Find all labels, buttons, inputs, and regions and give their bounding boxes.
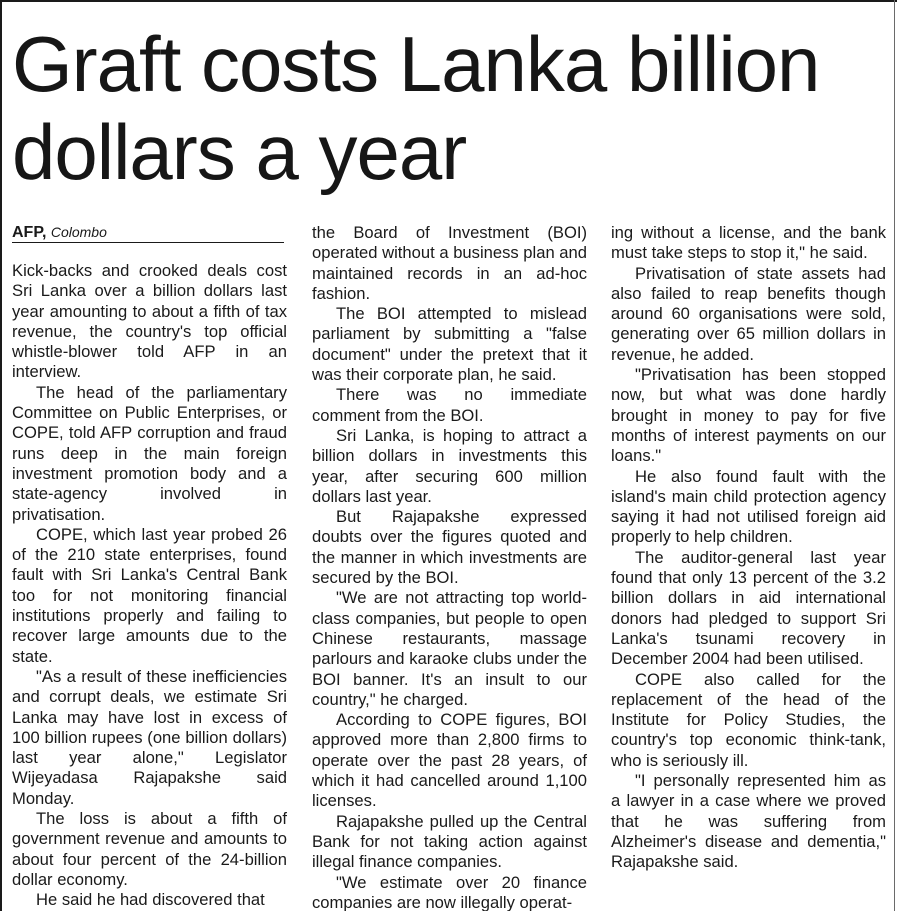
paragraph: The BOI attempted to mislead parliament by submitting a "false document" under the pretext that it was their corporate plan, he said. xyxy=(312,304,587,385)
paragraph: "We are not attracting top world-class companies, but people to open Chinese restaurants, massage parlours and karaoke clubs under the BOI banner. It's an insult to our country," he charged. xyxy=(312,588,587,709)
byline xyxy=(12,218,287,251)
paragraph: "We estimate over 20 finance companies are now illegally operat- xyxy=(312,872,587,911)
article-column-2 xyxy=(312,223,587,911)
right-border-rule xyxy=(894,0,895,911)
paragraph: The loss is about a fifth of government revenue and amounts to about four percent of the 24-billion dollar economy. xyxy=(12,809,287,889)
paragraph: the Board of Investment (BOI) operated without a business plan and maintained records in an ad-hoc fashion. xyxy=(312,223,587,303)
paragraph: COPE, which last year probed 26 of the 210 state enterprises, found fault with Sri Lanka's Central Bank too for not monitoring financial institutions properly and failing to recover large amounts due to the state. xyxy=(12,524,287,666)
paragraph: The auditor-general last year found that only 13 percent of the 3.2 billion dollars in aid international donors had pledged to support Sri Lanka's tsunami recovery in December 2004 had been utilised. xyxy=(611,547,886,669)
paragraph: There was no immediate comment from the BOI. xyxy=(312,385,587,425)
byline-source: AFP, xyxy=(12,224,47,241)
paragraph: Rajapakshe pulled up the Central Bank for not taking action against illegal finance companies. xyxy=(312,811,587,872)
paragraph: "I personally represented him as a lawyer in a case where we proved that he was suffering from Alzheimer's disease and dementia," Rajapakshe said. xyxy=(611,771,886,872)
article-column-1 xyxy=(12,218,287,911)
paragraph: The head of the parliamentary Committee on Public Enterprises, or COPE, told AFP corruption and fraud runs deep in the main foreign investment promotion body and a state-agency involved in privatisation. xyxy=(12,382,287,524)
paragraph: But Rajapakshe expressed doubts over the figures quoted and the manner in which investments are secured by the BOI. xyxy=(312,507,587,588)
paragraph: Kick-backs and crooked deals cost Sri Lanka over a billion dollars last year amounting to about a fifth of tax revenue, the country's top official whistle-blower told AFP in an interview. xyxy=(12,261,287,382)
paragraph: Sri Lanka, is hoping to attract a billion dollars in investments this year, after securing 600 million dollars last year. xyxy=(312,425,587,506)
paragraph: "Privatisation has been stopped now, but what was done hardly brought in money to pay for five months of interest payments on our loans." xyxy=(611,365,886,466)
paragraph: COPE also called for the replacement of the head of the Institute for Policy Studies, the country's top economic think-tank, who is seriously ill. xyxy=(611,669,886,770)
paragraph: According to COPE figures, BOI approved more than 2,800 firms to operate over the past 28 years, of which it had cancelled around 1,100 licenses. xyxy=(312,710,587,811)
article-headline: Graft costs Lanka billion dollars a year xyxy=(12,20,820,196)
paragraph: "As a result of these inefficiencies and corrupt deals, we estimate Sri Lanka may have lost in excess of 100 billion rupees (one billion dollars) last year alone," Legislator Wijeyadasa Rajapakshe said Monday. xyxy=(12,666,287,808)
paragraph: He also found fault with the island's main child protection agency saying it had not utilised foreign aid properly to help children. xyxy=(611,466,886,547)
top-border-rule xyxy=(0,0,897,2)
byline-rule xyxy=(12,242,284,243)
paragraph: Privatisation of state assets had also failed to reap benefits though around 60 organisations were sold, generating over 65 million dollars in revenue, he added. xyxy=(611,263,886,364)
byline-location: Colombo xyxy=(50,224,107,240)
left-border-rule xyxy=(0,0,2,911)
paragraph: He said he had discovered that xyxy=(36,890,265,910)
paragraph: ing without a license, and the bank must take steps to stop it," he said. xyxy=(611,223,886,263)
article-column-3 xyxy=(611,223,886,873)
